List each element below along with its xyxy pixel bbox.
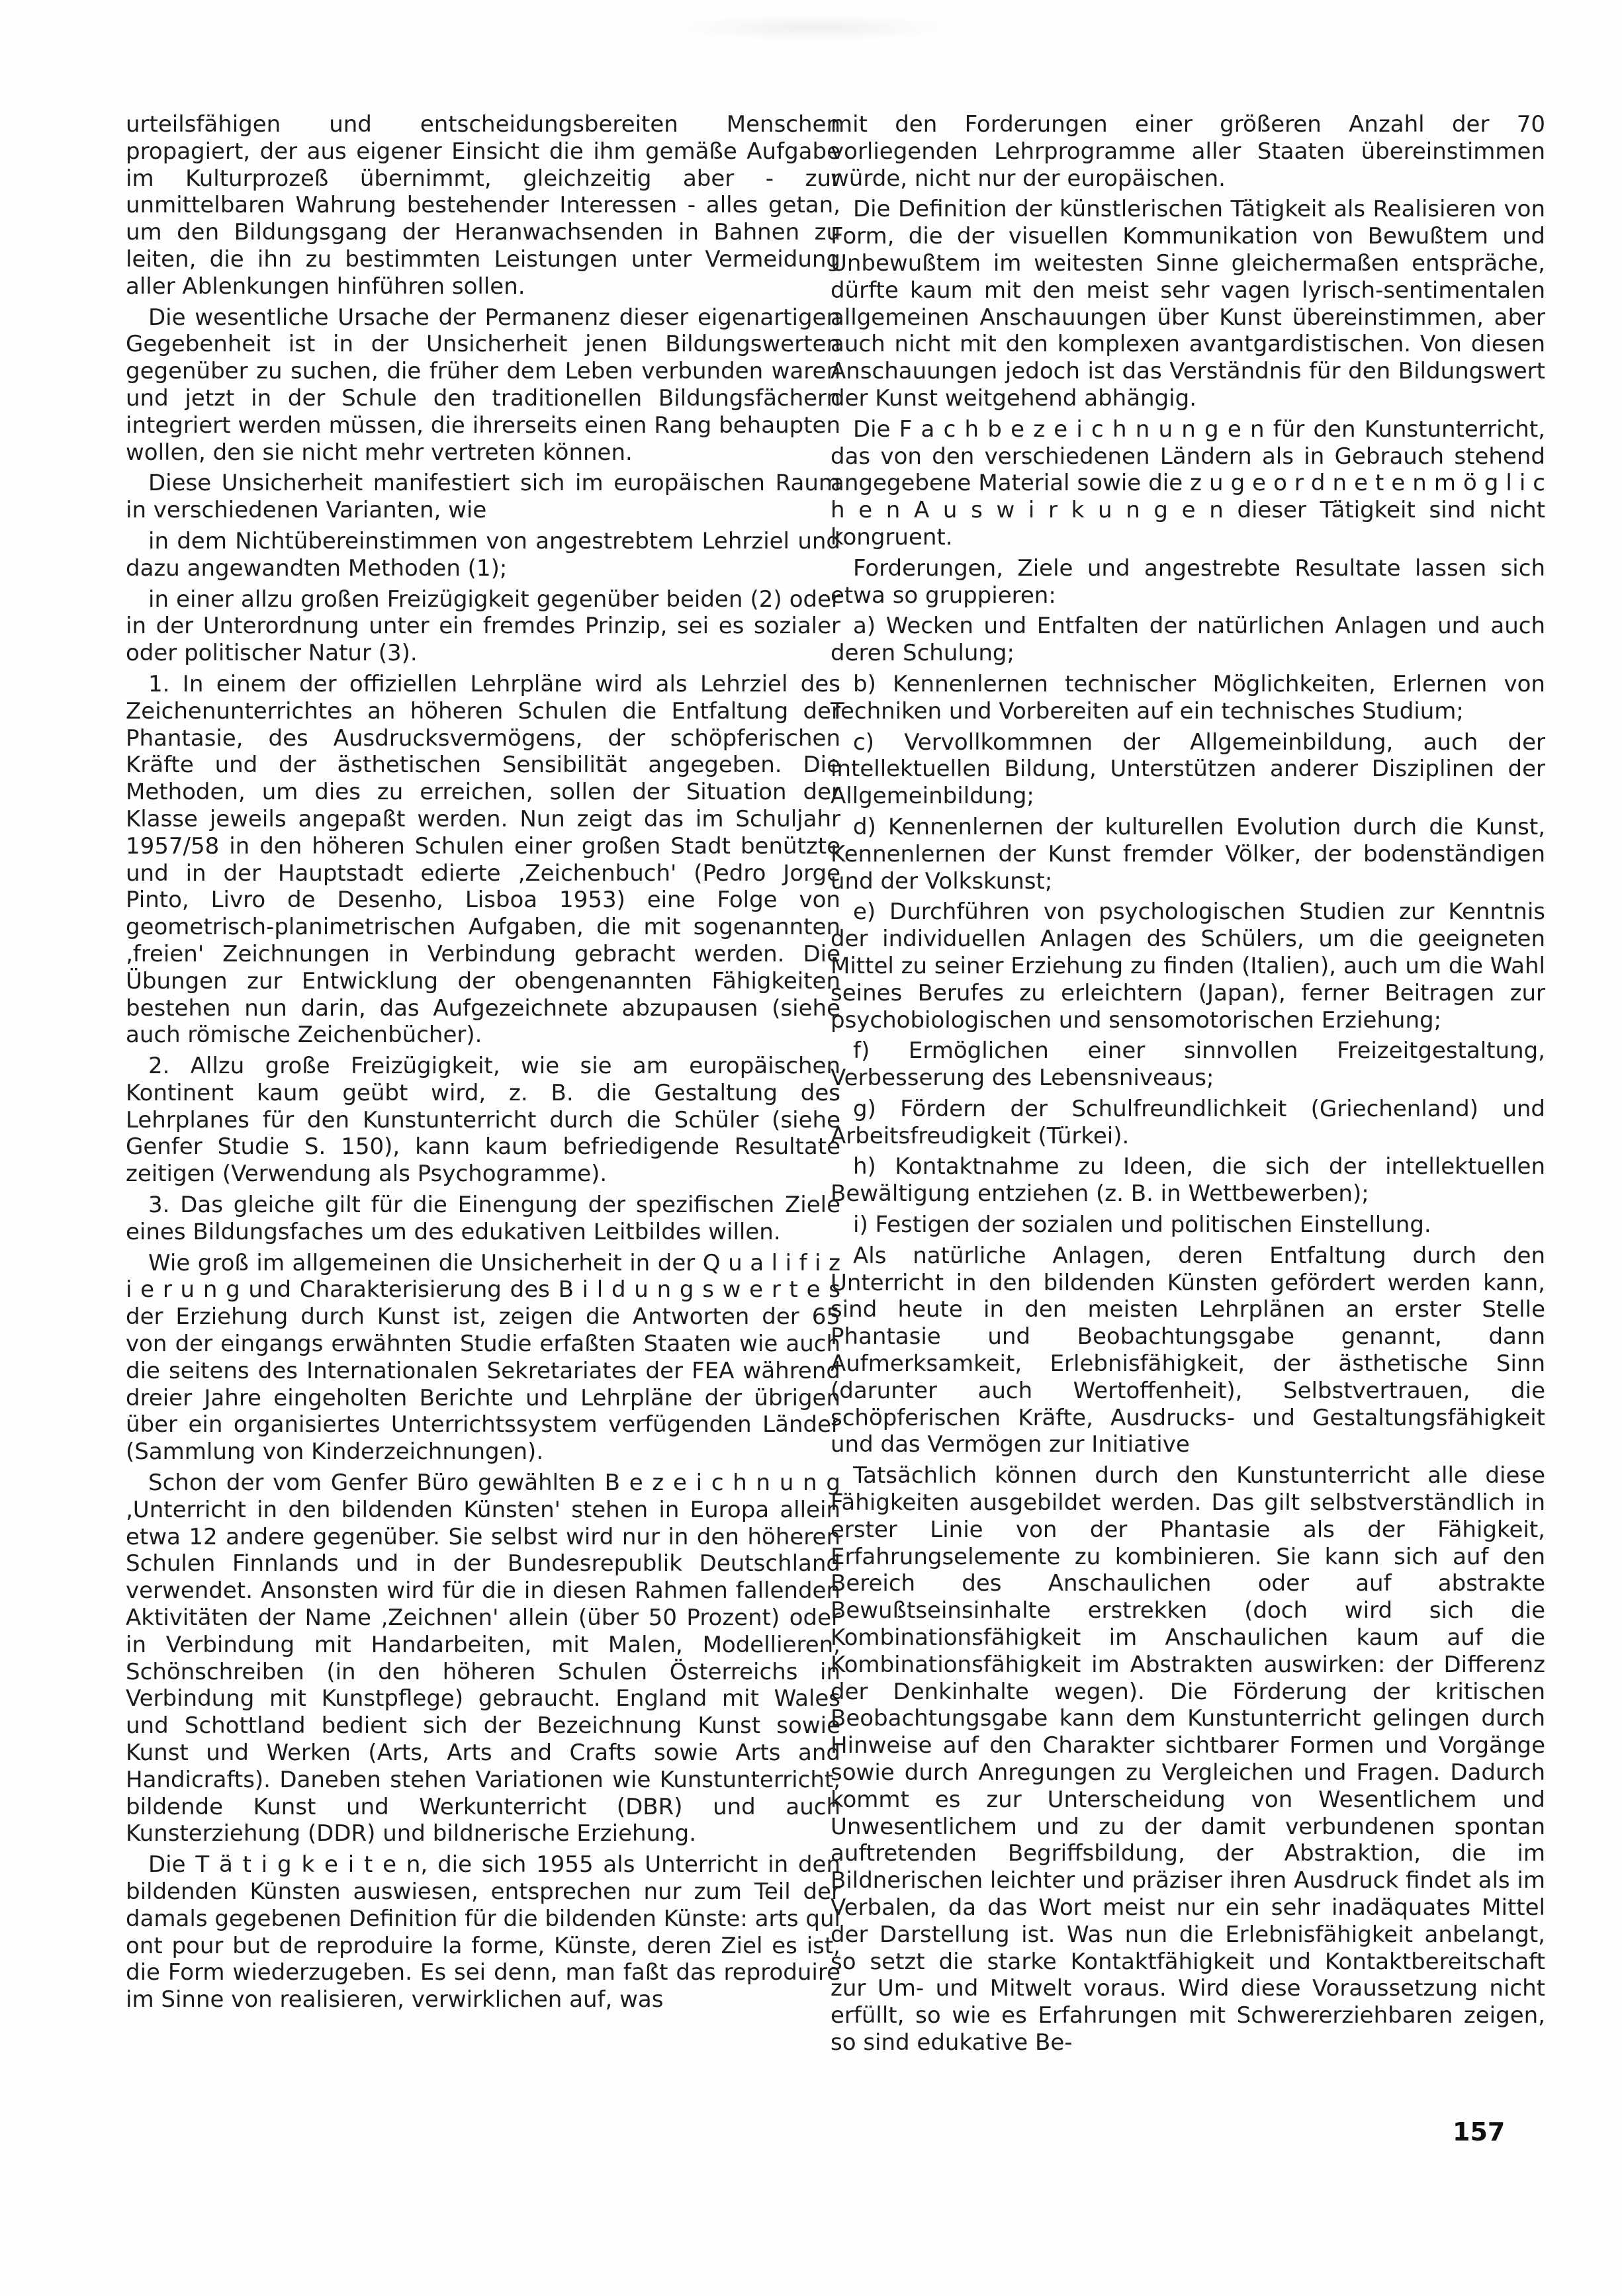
paragraph: 2. Allzu große Freizügigkeit, wie sie am europäischen Kontinent kaum geübt wird, z. B. die Gestaltung des Lehrplanes für den Kunstunterricht durch die Schüler (siehe Genfer Studie S. 150), kann kaum befriedigende Resultate zeitigen (Verwendung als Psychogramme).: [126, 1053, 840, 1188]
list-item: i) Festigen der sozialen und politischen Einstellung.: [853, 1212, 1431, 1239]
paragraph: 3. Das gleiche gilt für die Einengung der spezifischen Ziele eines Bildungsfaches um des edukativen Leitbildes willen.: [126, 1192, 840, 1245]
list-item: h) Kontaktnahme zu Ideen, die sich der intellektuellen Bewältigung entziehen (z. B. in Wettbewerben);: [831, 1153, 1545, 1208]
paragraph: Tatsächlich können durch den Kunstunterricht alle diese Fähigkeiten ausgebildet werden. Das gilt selbstverständlich in erster Linie von der Phantasie als der Fähigkeit, Erfahrungselemente zu kombinieren. Sie kann sich auf den Bereich des Anschaulichen oder auf abstrakte Bewußtseinsinhalte erstrekken (doch wird sich die Kombinationsfähigkeit im Anschaulichen kaum auf die Kombinationsfähigkeit im Abstrakten auswirken: der Differenz der Denkinhalte wegen). Die Förderung der kritischen Beobachtungsgabe kann dem Kunstunterricht gelingen durch Hinweise auf den Charakter sichtbarer Formen und Vorgänge sowie durch Anregungen zu Vergleichen und Fragen. Dadurch kommt es zur Unterscheidung von Wesentlichem und Unwesentlichem und zu der damit verbundenen spontan auftretenden Begriffsbildung, der Abstraktion, die im Bildnerischen leichter und präziser ihren Ausdruck findet als im Verbalen, da das Wort meist nur ein sehr inadäquates Mittel der Darstellung ist. Was nun die Erlebnisfähigkeit anbelangt, so setzt die starke Kontaktfähigkeit und Kontaktbereitschaft zur Um- und Mitwelt voraus. Wird diese Voraussetzung nicht erfüllt, so wie es Erfahrungen mit Schwererziehbaren zeigen, so sind edukative Be-: [831, 1462, 1545, 2056]
paragraph: 1. In einem der offiziellen Lehrpläne wird als Lehrziel des Zeichenunterrichtes an höheren Schulen die Entfaltung der Phantasie, des Ausdrucksvermögens, der schöpferischen Kräfte und der ästhetischen Sensibilität angegeben. Die Methoden, um dies zu erreichen, sollen der Situation der Klasse jeweils angepaßt werden. Nun zeigt das im Schuljahr 1957/58 in den höheren Schulen einer großen Stadt benützte und in der Hauptstadt edierte ‚Zeichenbuch' (Pedro Jorge Pinto, Livro de Desenho, Lisboa 1953) eine Folge von geometrisch-planimetrischen Aufgaben, die mit sogenannten ‚freien' Zeichnungen in Verbindung gebracht werden. Die Übungen zur Entwicklung der obengenannten Fähigkeiten bestehen nun darin, das Aufgezeichnete abzupausen (siehe auch römische Zeichenbücher).: [126, 670, 840, 1049]
list-item: in dem Nichtübereinstimmen von angestrebtem Lehrziel und dazu angewandten Methoden (1);: [126, 527, 840, 582]
paragraph: Schon der vom Genfer Büro gewählten B e z e i c h n u n g ‚Unterricht in den bildenden Künsten' stehen in Europa allein etwa 12 andere gegenüber. Sie selbst wird nur in den höheren Schulen Finnlands und in der Bundesrepublik Deutschland verwendet. Ansonsten wird für die in diesen Rahmen fallenden Aktivitäten der Name ‚Zeichnen' allein (über 50 Prozent) oder in Verbindung mit Handarbeiten, mit Malen, Modellieren, Schönschreiben (in den höheren Schulen Österreichs in Verbindung mit Kunstpflege) gebraucht. England mit Wales und Schottland bedient sich der Bezeichnung Kunst sowie Kunst und Werken (Arts, Arts and Crafts sowie Arts and Handicrafts). Daneben stehen Variationen wie Kunstunterricht, bildende Kunst und Werkunterricht (DBR) und auch Kunsterziehung (DDR) und bildnerische Erziehung.: [126, 1470, 840, 1847]
paragraph: Die T ä t i g k e i t e n, die sich 1955 als Unterricht in den bildenden Künsten auswiesen, entsprechen nur zum Teil der damals gegebenen Definition für die bildenden Künste: arts qui ont pour but de reproduire la forme, Künste, deren Ziel es ist, die Form wiederzugeben. Es sei denn, man faßt das reproduire im Sinne von realisieren, verwirklichen auf, was: [126, 1851, 840, 2013]
paragraph: Wie groß im allgemeinen die Unsicherheit in der Q u a l i f i z i e r u n g und Charakterisierung des B i l d u n g s w e r t e s der Erziehung durch Kunst ist, zeigen die Antworten der 65 von der eingangs erwähnten Studie erfaßten Staaten wie auch die seitens des Internationalen Sekretariates der FEA während dreier Jahre eingeholten Berichte und Lehrpläne der übrigen über ein organisiertes Unterrichtssystem verfügenden Länder (Sammlung von Kinderzeichnungen).: [126, 1249, 840, 1466]
left-text-column: [126, 111, 840, 2017]
list-item: b) Kennenlernen technischer Möglichkeiten, Erlernen von Techniken und Vorbereiten auf ein technisches Studium;: [831, 670, 1545, 725]
page-number: 157: [1453, 2117, 1506, 2146]
paragraph: Die wesentliche Ursache der Permanenz dieser eigenartigen Gegebenheit ist in der Unsicherheit jenen Bildungswerten gegenüber zu suchen, die früher dem Leben verbunden waren und jetzt in der Schule den traditionellen Bildungsfächern integriert werden müssen, die ihrerseits einen Rang behaupten wollen, den sie nicht mehr vertreten können.: [126, 304, 840, 466]
paragraph: Die Definition der künstlerischen Tätigkeit als Realisieren von Form, die der visuellen Kommunikation von Bewußtem und Unbewußtem im weitesten Sinne gleichermaßen entspräche, dürfte kaum mit den meist sehr vagen lyrisch-sentimentalen allgemeinen Anschauungen über Kunst übereinstimmen, aber auch nicht mit den komplexen avantgardistischen. Von diesen Anschauungen jedoch ist das Verständnis für den Bildungswert der Kunst weitgehend abhängig.: [831, 196, 1545, 412]
paragraph: Forderungen, Ziele und angestrebte Resultate lassen sich etwa so gruppieren:: [831, 554, 1545, 609]
list-item: in einer allzu großen Freizügigkeit gegenüber beiden (2) oder in der Unterordnung unter ein fremdes Prinzip, sei es sozialer oder politischer Natur (3).: [126, 586, 840, 667]
paragraph: Als natürliche Anlagen, deren Entfaltung durch den Unterricht in den bildenden Künsten gefördert werden kann, sind heute in den meisten Lehrplänen an erster Stelle Phantasie und Beobachtungsgabe genannt, dann Aufmerksamkeit, Erlebnisfähigkeit, der ästhetische Sinn (darunter auch Wertoffenheit), Selbstvertrauen, die schöpferischen Kräfte, Ausdrucks- und Gestaltungsfähigkeit und das Vermögen zur Initiative: [831, 1242, 1545, 1458]
right-text-column: [831, 111, 1545, 2060]
paragraph: Diese Unsicherheit manifestiert sich im europäischen Raum in verschiedenen Varianten, wie: [126, 470, 840, 524]
list-item: c) Vervollkommnen der Allgemeinbildung, auch der intellektuellen Bildung, Unterstützen anderer Disziplinen der Allgemeinbildung;: [831, 729, 1545, 810]
list-item: d) Kennenlernen der kulturellen Evolution durch die Kunst, Kennenlernen der Kunst fremder Völker, der bodenständigen und der Volkskunst;: [831, 813, 1545, 895]
list-item: f) Ermöglichen einer sinnvollen Freizeitgestaltung, Verbesserung des Lebensniveaus;: [831, 1038, 1545, 1092]
paragraph: Die F a c h b e z e i c h n u n g e n für den Kunstunterricht, das von den verschiedenen Ländern als in Gebrauch stehend angegebene Material sowie die z u g e o r d n e t e n m ö g l i c h e n A u s w i r k u n g e n dieser Tätigkeit sind nicht kongruent.: [831, 416, 1545, 551]
scan-smudge: [682, 15, 946, 41]
list-item: g) Fördern der Schulfreundlichkeit (Griechenland) und Arbeitsfreudigkeit (Türkei).: [831, 1095, 1545, 1149]
paragraph: urteilsfähigen und entscheidungsbereiten Menschen propagiert, der aus eigener Einsicht die ihm gemäße Aufgabe im Kulturprozeß übernimmt, gleichzeitig aber - zur unmittelbaren Wahrung bestehender Interessen - alles getan, um den Bildungsgang der Heranwachsenden in Bahnen zu leiten, die ihn zu bestimmten Leistungen unter Vermeidung aller Ablenkungen hinführen sollen.: [126, 111, 840, 300]
paragraph: mit den Forderungen einer größeren Anzahl der 70 vorliegenden Lehrprogramme aller Staaten übereinstimmen würde, nicht nur der europäischen.: [831, 111, 1545, 192]
list-item: e) Durchführen von psychologischen Studien zur Kenntnis der individuellen Anlagen des Schülers, um die geeigneten Mittel zu seiner Erziehung zu finden (Italien), auch um die Wahl seines Berufes zu erleichtern (Japan), ferner Beitragen zur psychobiologischen und sensomotorischen Erziehung;: [831, 899, 1545, 1034]
list-item: a) Wecken und Entfalten der natürlichen Anlagen und auch deren Schulung;: [831, 613, 1545, 667]
